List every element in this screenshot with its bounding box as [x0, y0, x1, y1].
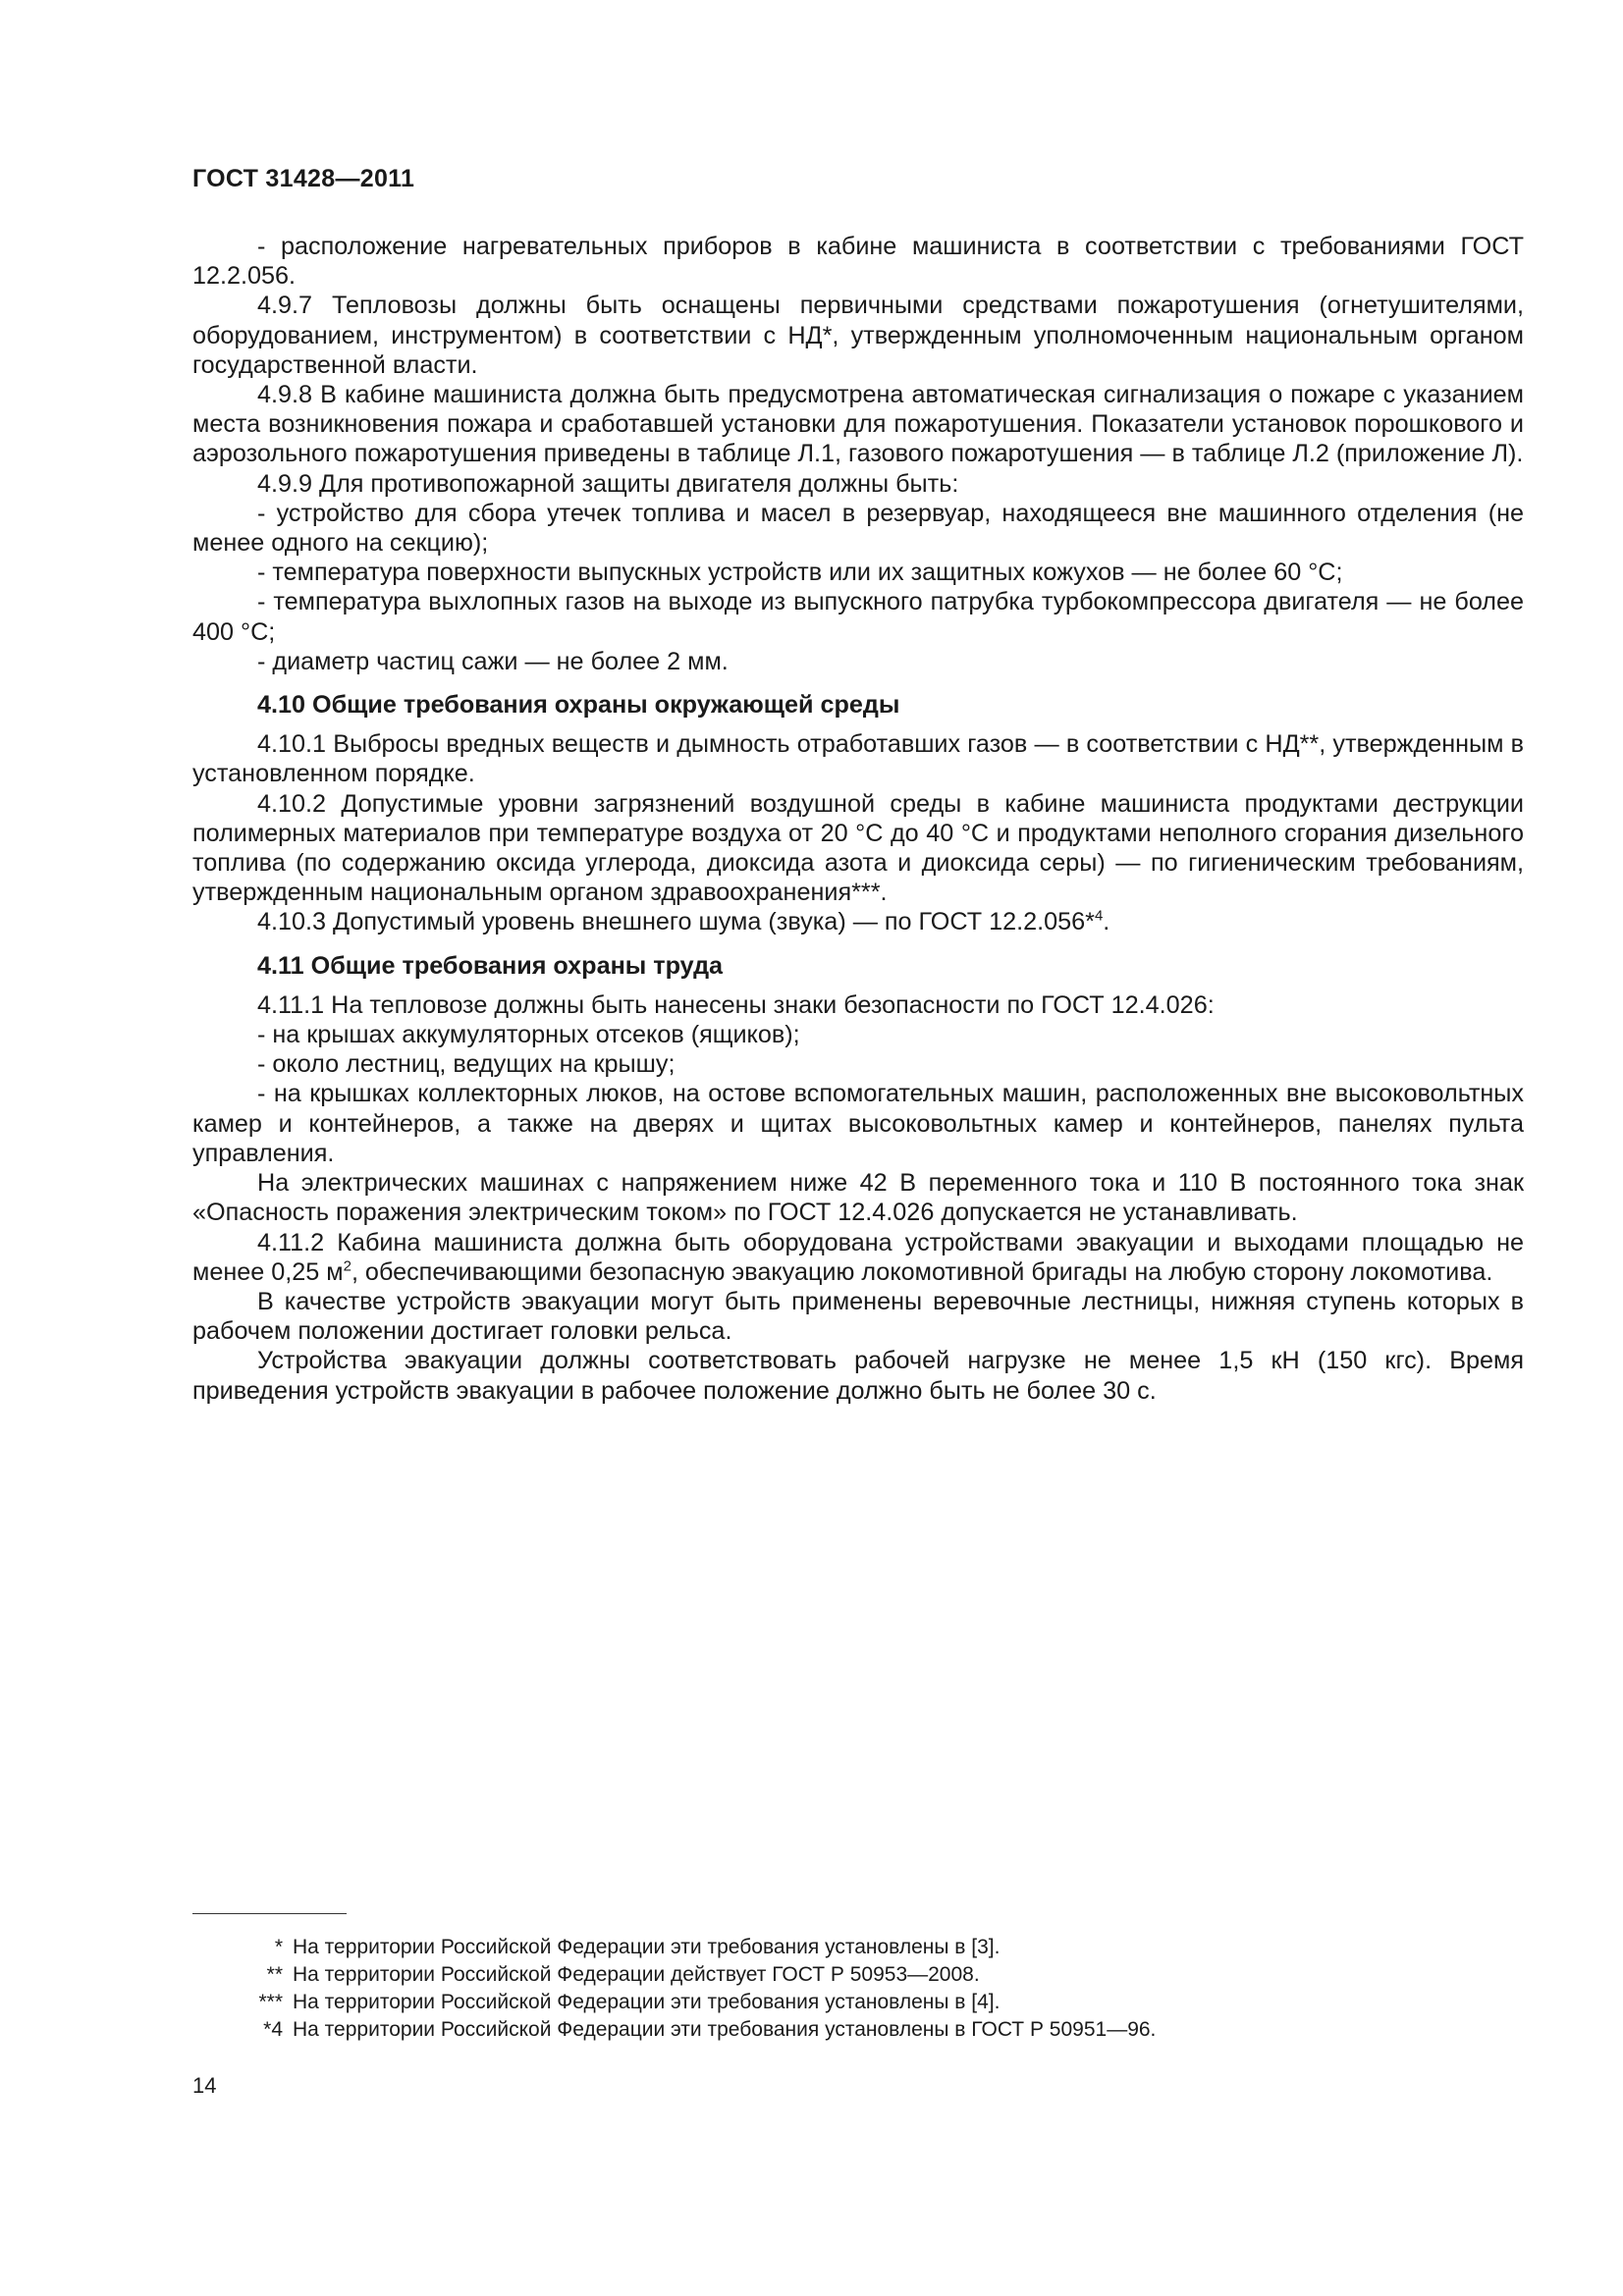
section-heading-4-11: 4.11 Общие требования охраны труда	[257, 951, 724, 980]
list-item-collector-hatches: - на крышках коллекторных люков, на остове вспомогательных машин, расположенных вне высоковольтных камер и контейнеров, а также на дверях и щитах высоковольтных камер и контейнеров, панелях пульта управления.	[192, 1080, 1524, 1167]
footnote-mark: *	[274, 1936, 283, 1958]
list-item-ladders: - около лестниц, ведущих на крышу;	[257, 1050, 676, 1079]
paragraph-rope-ladders: В качестве устройств эвакуации могут быть применены веревочные лестницы, нижняя ступень которых в рабочем положении достигает головки рельса.	[192, 1287, 1524, 1346]
paragraph-4-10-3	[192, 907, 1524, 936]
footnote-2	[192, 1961, 1524, 1989]
footnote-mark: ***	[258, 1991, 283, 2013]
footnotes	[192, 1934, 1524, 2044]
paragraph-evacuation-load: Устройства эвакуации должны соответствовать рабочей нагрузке не менее 1,5 кН (150 кгс). Время приведения устройств эвакуации в рабочее положение должно быть не более 30 с.	[192, 1347, 1524, 1405]
paragraph-electric-machines: На электрических машинах с напряжением ниже 42 В переменного тока и 110 В постоянного тока знак «Опасность поражения электрическим током» по ГОСТ 12.4.026 допускается не устанавливать.	[192, 1169, 1524, 1227]
paragraph-4-9-9: 4.9.9 Для противопожарной защиты двигателя должны быть:	[257, 469, 959, 498]
footnote-text: На территории Российской Федерации эти требования установлены в [3].	[293, 1936, 1001, 1958]
footnote-divider	[192, 1913, 347, 1914]
footnote-ref-4: 4	[1094, 908, 1104, 926]
footnote-mark: *4	[263, 2018, 283, 2041]
footnote-4	[192, 2016, 1524, 2044]
paragraph-4-11-2	[192, 1228, 1524, 1287]
document-body	[192, 232, 1524, 1406]
paragraph-4-10-3-end: .	[1103, 908, 1110, 936]
list-item-fuel-leak: - устройство для сбора утечек топлива и масел в резервуар, находящееся вне машинного отделения (не менее одного на секцию);	[192, 499, 1524, 558]
footnote-text: На территории Российской Федерации эти требования установлены в ГОСТ Р 50951—96.	[293, 2018, 1157, 2041]
paragraph-4-10-2: 4.10.2 Допустимые уровни загрязнений воздушной среды в кабине машиниста продуктами деструкции полимерных материалов при температуре воздуха от 20 °С до 40 °С и продуктами неполного сгорания дизельного топлива (по содержанию оксида углерода, диоксида азота и диоксида серы) — по гигиеническим требованиям, утвержденным национальным органом здравоохранения***.	[192, 789, 1524, 907]
paragraph-4-11-2-a: 4.11.2 Кабина машиниста должна быть оборудована устройствами эвакуации и выходами площадью не менее 0,25 м	[192, 1228, 1524, 1286]
list-item-surface-temp: - температура поверхности выпускных устройств или их защитных кожухов — не более 60 °С;	[257, 559, 1343, 587]
paragraph-4-9-7: 4.9.7 Тепловозы должны быть оснащены первичными средствами пожаротушения (огнетушителями, оборудованием, инструментом) в соответствии с НД*, утвержденным уполномоченным национальным органом государственной власти.	[192, 292, 1524, 379]
footnote-text: На территории Российской Федерации действует ГОСТ Р 50953—2008.	[293, 1963, 980, 1986]
list-item-exhaust-temp: - температура выхлопных газов на выходе из выпускного патрубка турбокомпрессора двигателя — не более 400 °С;	[192, 588, 1524, 646]
list-item-soot-diameter: - диаметр частиц сажи — не более 2 мм.	[257, 647, 729, 675]
page-number: 14	[192, 2073, 217, 2098]
paragraph-4-9-8: 4.9.8 В кабине машиниста должна быть предусмотрена автоматическая сигнализация о пожаре с указанием места возникновения пожара и сработавшей установки для пожаротушения. Показатели установок порошкового и аэрозольного пожаротушения приведены в таблице Л.1, газового пожаротушения — в таблице Л.2 (приложение Л).	[192, 381, 1524, 468]
footnote-mark: **	[266, 1963, 283, 1986]
list-item-battery-roofs: - на крышах аккумуляторных отсеков (ящиков);	[257, 1021, 800, 1049]
paragraph-4-11-1: 4.11.1 На тепловозе должны быть нанесены знаки безопасности по ГОСТ 12.4.026:	[257, 990, 1215, 1019]
footnote-1	[192, 1934, 1524, 1961]
superscript-square: 2	[343, 1257, 352, 1275]
paragraph-4-10-3-text: 4.10.3 Допустимый уровень внешнего шума (звука) — по ГОСТ 12.2.056*	[257, 908, 1095, 936]
footnote-3	[192, 1989, 1524, 2016]
paragraph-heater-location: - расположение нагревательных приборов в кабине машиниста в соответствии с требованиями ГОСТ 12.2.056.	[192, 233, 1524, 291]
footnote-text: На территории Российской Федерации эти требования установлены в [4].	[293, 1991, 1001, 2013]
section-heading-4-10: 4.10 Общие требования охраны окружающей среды	[257, 691, 900, 720]
paragraph-4-10-1: 4.10.1 Выбросы вредных веществ и дымность отработавших газов — в соответствии с НД**, утвержденным в установленном порядке.	[192, 730, 1524, 788]
paragraph-4-11-2-b: , обеспечивающими безопасную эвакуацию локомотивной бригады на любую сторону локомотива.	[351, 1257, 1493, 1286]
document-header-code: ГОСТ 31428—2011	[192, 165, 415, 192]
